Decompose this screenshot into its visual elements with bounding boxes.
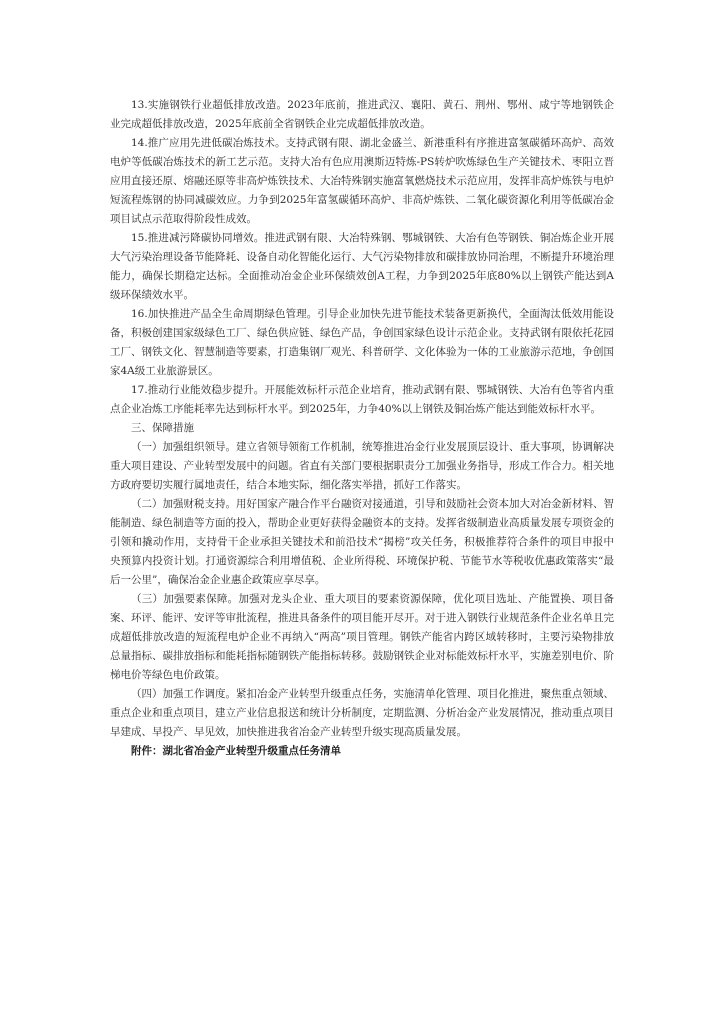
measure-scheduling: （四）加强工作调度。紧扣冶金产业转型升级重点任务，实施清单化管理、项目化推进，聚焦重点领域、重点企业和重点项目，建立产业信息报送和统计分析制度，定期监测、分析冶金产业发展情况，推动重点项目早建成、早投产、早见效，加快推进我省冶金产业转型升级实现高质量发展。 (110, 688, 614, 738)
measure-factor-support: （三）加强要素保障。加强对龙头企业、重大项目的要素资源保障，优化项目选址、产能置换、项目备案、环评、能评、安评等审批流程，推进具备条件的项目能开尽开。对于进入钢铁行业规范条件企业名单且完成超低排放改造的短流程电炉企业不再纳入“两高”项目管理。钢铁产能省内跨区域转移时，主要污染物排放总量指标、碳排放指标和能耗指标随钢铁产能指标转移。鼓励钢铁企业对标能效标杆水平，实施差别电价、阶梯电价等绿色电价政策。 (110, 593, 614, 681)
paragraph-14-low-carbon-smelting: 14.推广应用先进低碳冶炼技术。支持武钢有限、湖北金盛兰、新港重科有序推进富氢碳循环高炉、高效电炉等低碳冶炼技术的新工艺示范。支持大冶有色应用澳斯迈特炼-PS转炉吹炼绿色生产关键技术、枣阳立晋应用直接还原、熔融还原等非高炉炼铁技术、大冶特殊钢实施富氧燃烧技术示范应用，发挥非高炉炼铁与电炉短流程炼钢的协同减碳效应。力争到2025年富氢碳循环高炉、非高炉炼铁、二氧化碳资源化利用等低碳冶金项目试点示范取得阶段性成效。 (110, 137, 614, 225)
paragraph-16-green-lifecycle: 16.加快推进产品全生命周期绿色管理。引导企业加快先进节能技术装备更新换代，全面淘汰低效用能设备，积极创建国家级绿色工厂、绿色供应链、绿色产品，争创国家绿色设计示范企业。支持武钢有限依托花园工厂、钢铁文化、智慧制造等要素，打造集钢厂观光、科普研学、文化体验为一体的工业旅游示范地，争创国家4A级工业旅游景区。 (110, 308, 614, 377)
section-heading-safeguards: 三、保障措施 (131, 422, 194, 434)
paragraph-15-pollution-carbon-synergy: 15.推进减污降碳协同增效。推进武钢有限、大冶特殊钢、鄂城钢铁、大冶有色等钢铁、铜冶炼企业开展大气污染治理设备节能降耗、设备自动化智能化运行、大气污染物排放和碳排放协同治理，不断提升环境治理能力，确保长期稳定达标。全面推动冶金企业环保绩效创A工程，力争到2025年底80%以上钢铁产能达到A级环保绩效水平。 (110, 232, 614, 301)
measure-organization: （一）加强组织领导。建立省领导领衔工作机制，统筹推进冶金行业发展顶层设计、重大事项，协调解决重大项目建设、产业转型发展中的问题。省直有关部门要根据职责分工加强业务指导，形成工作合力。相关地方政府要切实履行属地责任，结合本地实际，细化落实举措，抓好工作落实。 (110, 441, 614, 491)
paragraph-13-ultra-low-emission: 13.实施钢铁行业超低排放改造。2023年底前，推进武汉、襄阳、黄石、荆州、鄂州、咸宁等地钢铁企业完成超低排放改造，2025年底前全省钢铁企业完成超低排放改造。 (110, 99, 614, 130)
measure-finance-tax: （二）加强财税支持。用好国家产融合作平台融资对接通道，引导和鼓励社会资本加大对冶金新材料、智能制造、绿色制造等方面的投入，帮助企业更好获得金融资本的支持。发挥省级制造业高质量发展专项资金的引领和撬动作用，支持骨干企业承担关键技术和前沿技术“揭榜”攻关任务，积极推荐符合条件的项目申报中央预算内投资计划。打通资源综合利用增值税、企业所得税、环境保护税、节能节水等税收优惠政策落实“最后一公里”，确保冶金企业惠企政策应享尽享。 (110, 498, 614, 586)
attachment-line: 附件：湖北省冶金产业转型升级重点任务清单 (131, 745, 341, 757)
paragraph-17-energy-efficiency: 17.推动行业能效稳步提升。开展能效标杆示范企业培育，推动武钢有限、鄂城钢铁、大冶有色等省内重点企业冶炼工序能耗率先达到标杆水平。到2025年，力争40%以上钢铁及铜冶炼产能达到能效标杆水平。 (110, 384, 614, 415)
